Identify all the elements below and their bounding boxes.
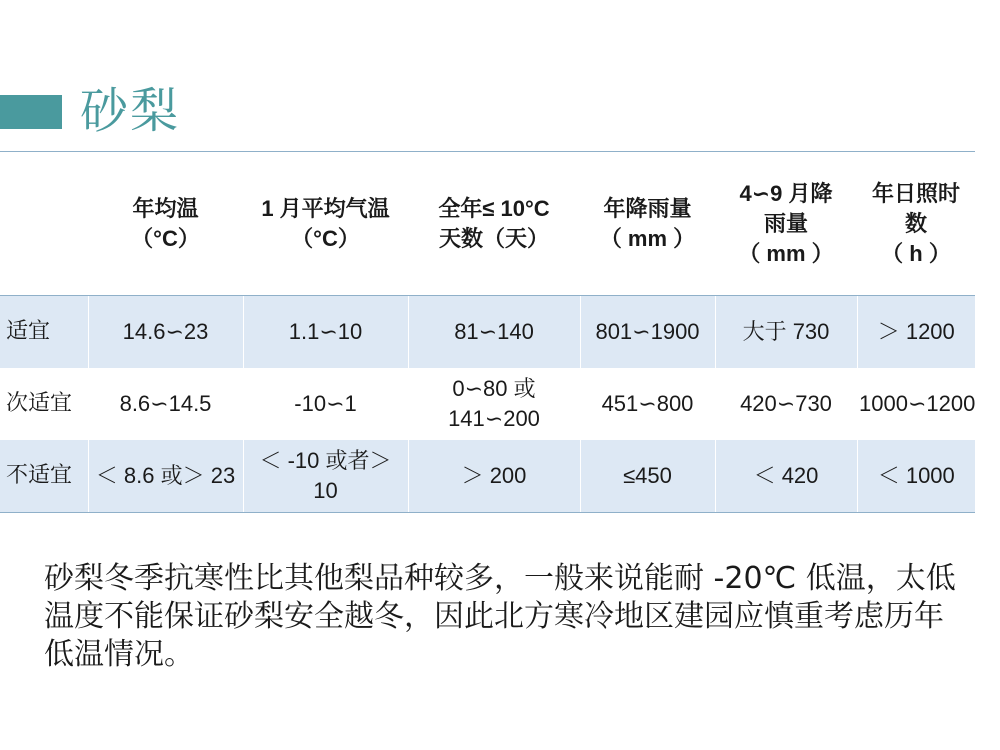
column-header-line: 数 — [904, 210, 927, 236]
slide-title: 砂梨 — [80, 83, 181, 139]
column-header — [88, 152, 243, 296]
table-cell: ＞ 200 — [408, 440, 580, 512]
table-cell: 0∽80 或 141∽200 — [408, 368, 580, 440]
table-cell: 14.6∽23 — [88, 296, 243, 369]
climate-table — [0, 152, 975, 512]
table-body — [0, 296, 975, 513]
column-header-line: 年均温 — [132, 195, 199, 221]
column-header — [243, 152, 408, 296]
table-cell: 1.1∽10 — [243, 296, 408, 369]
column-header-line: （ mm ） — [738, 240, 834, 266]
column-header — [0, 152, 88, 296]
column-header — [857, 152, 975, 296]
table-header-row — [0, 152, 975, 296]
table-cell: 420∽730 — [715, 368, 857, 440]
column-header-line: （°C） — [131, 225, 200, 251]
table-cell: -10∽1 — [243, 368, 408, 440]
table-cell: 8.6∽14.5 — [88, 368, 243, 440]
table-row — [0, 296, 975, 369]
table-row — [0, 368, 975, 440]
column-header-line: 1 月平均气温 — [261, 195, 390, 221]
table-cell: ＜ 420 — [715, 440, 857, 512]
body-paragraph: 砂梨冬季抗寒性比其他梨品种较多，一般来说能耐 -20℃ 低温，太低温度不能保证砂梨安全越冬，因此北方寒冷地区建园应慎重考虑历年低温情况。 — [44, 561, 956, 672]
column-header — [408, 152, 580, 296]
table-cell: ＜ 1000 — [857, 440, 975, 512]
table-cell: 801∽1900 — [580, 296, 715, 369]
table-cell: ＞ 1200 — [857, 296, 975, 369]
column-header-line: （ h ） — [881, 240, 951, 266]
table-cell: 81∽140 — [408, 296, 580, 369]
table-cell: 1000∽1200 — [857, 368, 975, 440]
climate-table-container — [0, 151, 975, 513]
table-cell: 451∽800 — [580, 368, 715, 440]
column-header — [580, 152, 715, 296]
table-cell: ＜ -10 或者＞ 10 — [243, 440, 408, 512]
column-header-line: 全年≤ 10°C — [438, 195, 550, 221]
column-header-line: （ mm ） — [599, 225, 696, 251]
column-header-line: 天数（天） — [438, 225, 549, 251]
column-header-line: 4∽9 月降 — [739, 180, 833, 206]
row-label: 适宜 — [0, 296, 88, 369]
column-header-line: 年日照时 — [871, 180, 960, 206]
row-label: 次适宜 — [0, 368, 88, 440]
column-header-line: 年降雨量 — [603, 195, 692, 221]
title-accent-bar — [0, 95, 62, 129]
column-header-line: 雨量 — [763, 210, 808, 236]
table-row — [0, 440, 975, 512]
column-header — [715, 152, 857, 296]
row-label: 不适宜 — [0, 440, 88, 512]
column-header-line: （°C） — [291, 225, 360, 251]
table-cell: 大于 730 — [715, 296, 857, 369]
table-cell: ≤450 — [580, 440, 715, 512]
table-cell: ＜ 8.6 或＞ 23 — [88, 440, 243, 512]
